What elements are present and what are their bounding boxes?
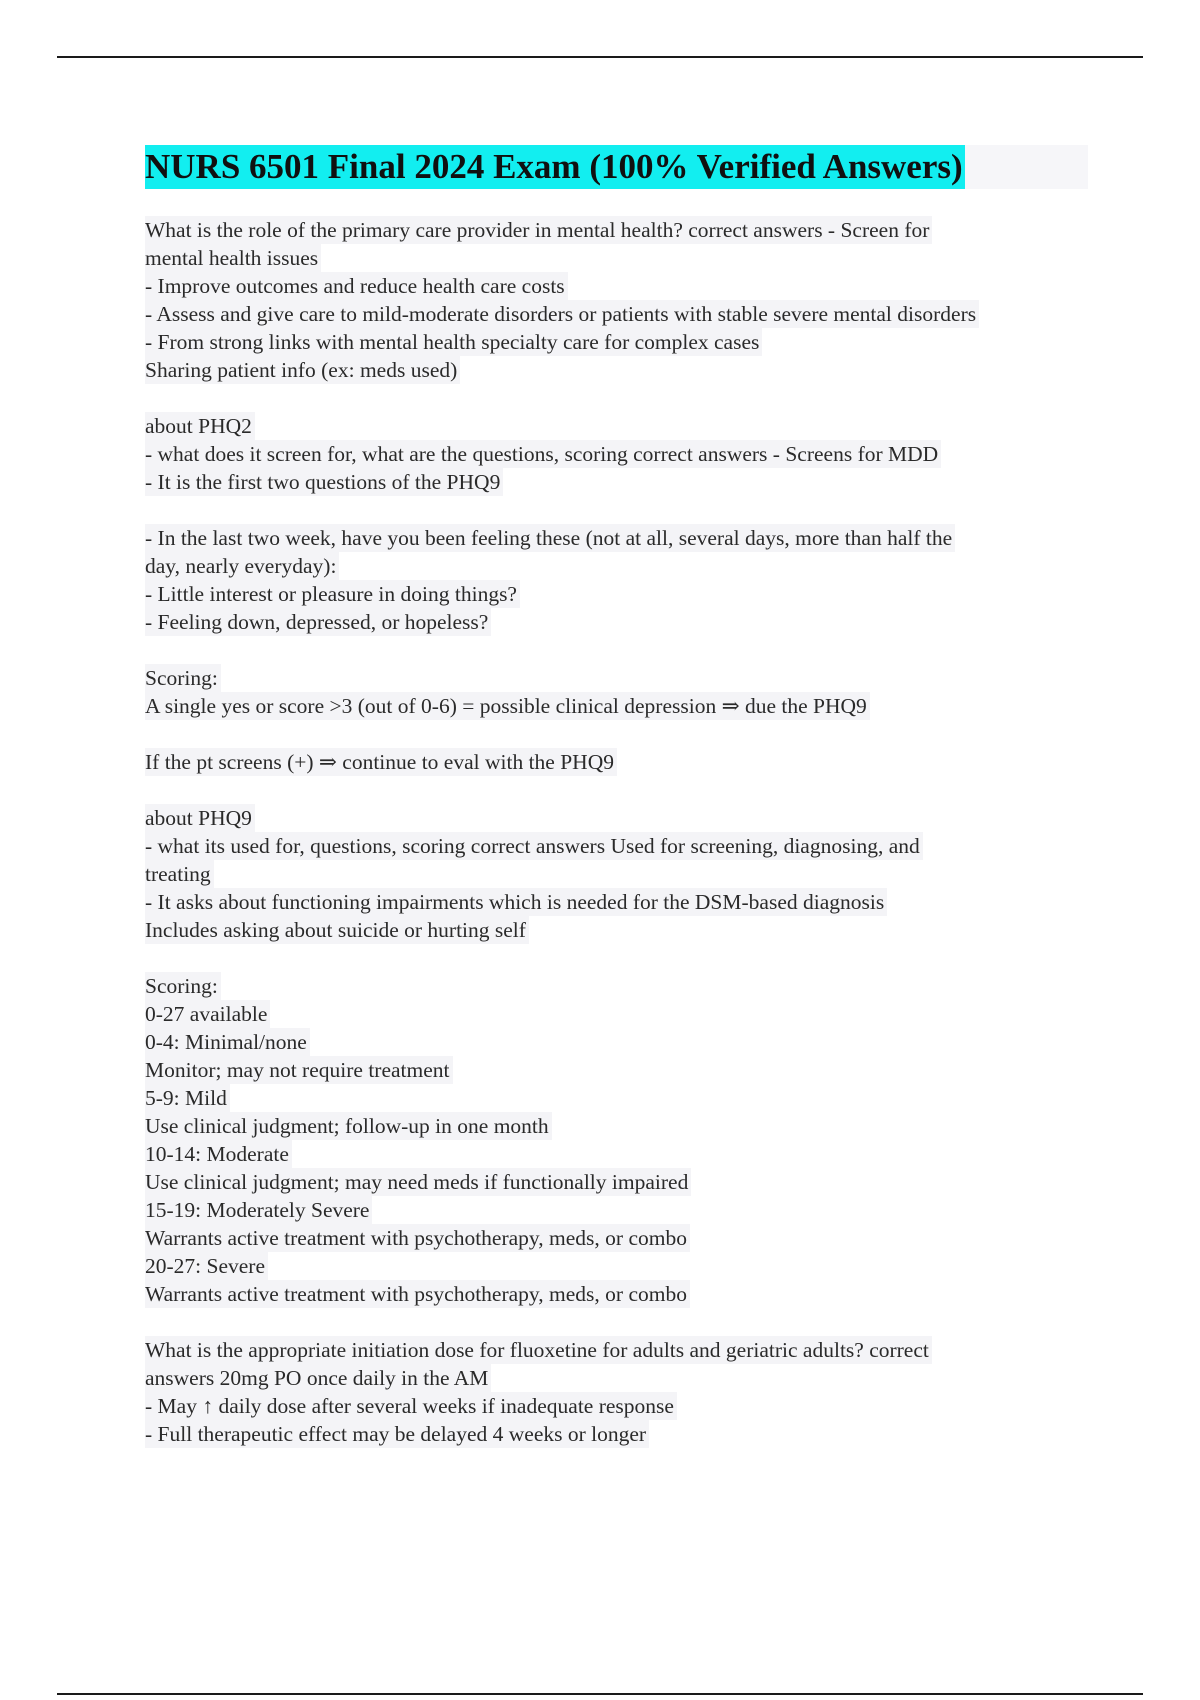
text-line: Warrants active treatment with psychotherapy, meds, or combo: [145, 1280, 690, 1308]
paragraph-gap: [145, 776, 1090, 804]
text-line: - From strong links with mental health specialty care for complex cases: [145, 328, 762, 356]
paragraph-gap: [145, 496, 1090, 524]
text-line: Use clinical judgment; may need meds if functionally impaired: [145, 1168, 691, 1196]
text-line: day, nearly everyday):: [145, 552, 339, 580]
text-line: treating: [145, 860, 214, 888]
text-line: - Assess and give care to mild-moderate disorders or patients with stable severe mental disorders: [145, 300, 979, 328]
text-line: Monitor; may not require treatment: [145, 1056, 453, 1084]
text-line: Use clinical judgment; follow-up in one month: [145, 1112, 552, 1140]
text-line: 10-14: Moderate: [145, 1140, 292, 1168]
paragraph: [145, 524, 1090, 636]
top-rule: [57, 56, 1143, 58]
document-body: [145, 216, 1090, 1448]
text-line: mental health issues: [145, 244, 321, 272]
text-line: about PHQ9: [145, 804, 255, 832]
paragraph-gap: [145, 944, 1090, 972]
paragraph: [145, 1336, 1090, 1448]
bottom-rule: [57, 1693, 1143, 1695]
text-line: - It is the first two questions of the PHQ9: [145, 468, 503, 496]
text-line: What is the role of the primary care provider in mental health? correct answers - Screen for: [145, 216, 932, 244]
text-line: 5-9: Mild: [145, 1084, 230, 1112]
paragraph: [145, 216, 1090, 384]
paragraph: [145, 804, 1090, 944]
text-line: If the pt screens (+) ⇒ continue to eval with the PHQ9: [145, 748, 617, 776]
text-line: Scoring:: [145, 972, 221, 1000]
text-line: 15-19: Moderately Severe: [145, 1196, 372, 1224]
text-line: - It asks about functioning impairments which is needed for the DSM-based diagnosis: [145, 888, 887, 916]
paragraph: [145, 748, 1090, 776]
text-line: A single yes or score >3 (out of 0-6) = possible clinical depression ⇒ due the PHQ9: [145, 692, 870, 720]
text-line: 0-27 available: [145, 1000, 270, 1028]
text-line: answers 20mg PO once daily in the AM: [145, 1364, 491, 1392]
paragraph: [145, 664, 1090, 720]
text-line: What is the appropriate initiation dose for fluoxetine for adults and geriatric adults? correct: [145, 1336, 932, 1364]
paragraph: [145, 412, 1090, 496]
document-title: NURS 6501 Final 2024 Exam (100% Verified Answers): [145, 145, 965, 189]
text-line: 0-4: Minimal/none: [145, 1028, 310, 1056]
text-line: - Little interest or pleasure in doing things?: [145, 580, 520, 608]
text-line: - Feeling down, depressed, or hopeless?: [145, 608, 491, 636]
text-line: 20-27: Severe: [145, 1252, 268, 1280]
paragraph-gap: [145, 384, 1090, 412]
text-line: - what its used for, questions, scoring correct answers Used for screening, diagnosing, and: [145, 832, 923, 860]
text-line: - In the last two week, have you been feeling these (not at all, several days, more than half the: [145, 524, 955, 552]
paragraph-gap: [145, 636, 1090, 664]
paragraph: [145, 972, 1090, 1308]
text-line: about PHQ2: [145, 412, 255, 440]
title-row: [145, 145, 1088, 189]
text-line: Includes asking about suicide or hurting self: [145, 916, 529, 944]
text-line: - Full therapeutic effect may be delayed 4 weeks or longer: [145, 1420, 649, 1448]
text-line: - May ↑ daily dose after several weeks if inadequate response: [145, 1392, 677, 1420]
text-line: Scoring:: [145, 664, 221, 692]
paragraph-gap: [145, 720, 1090, 748]
text-line: Sharing patient info (ex: meds used): [145, 356, 460, 384]
text-line: - Improve outcomes and reduce health care costs: [145, 272, 568, 300]
paragraph-gap: [145, 1308, 1090, 1336]
text-line: - what does it screen for, what are the questions, scoring correct answers - Screens for MDD: [145, 440, 941, 468]
text-line: Warrants active treatment with psychotherapy, meds, or combo: [145, 1224, 690, 1252]
